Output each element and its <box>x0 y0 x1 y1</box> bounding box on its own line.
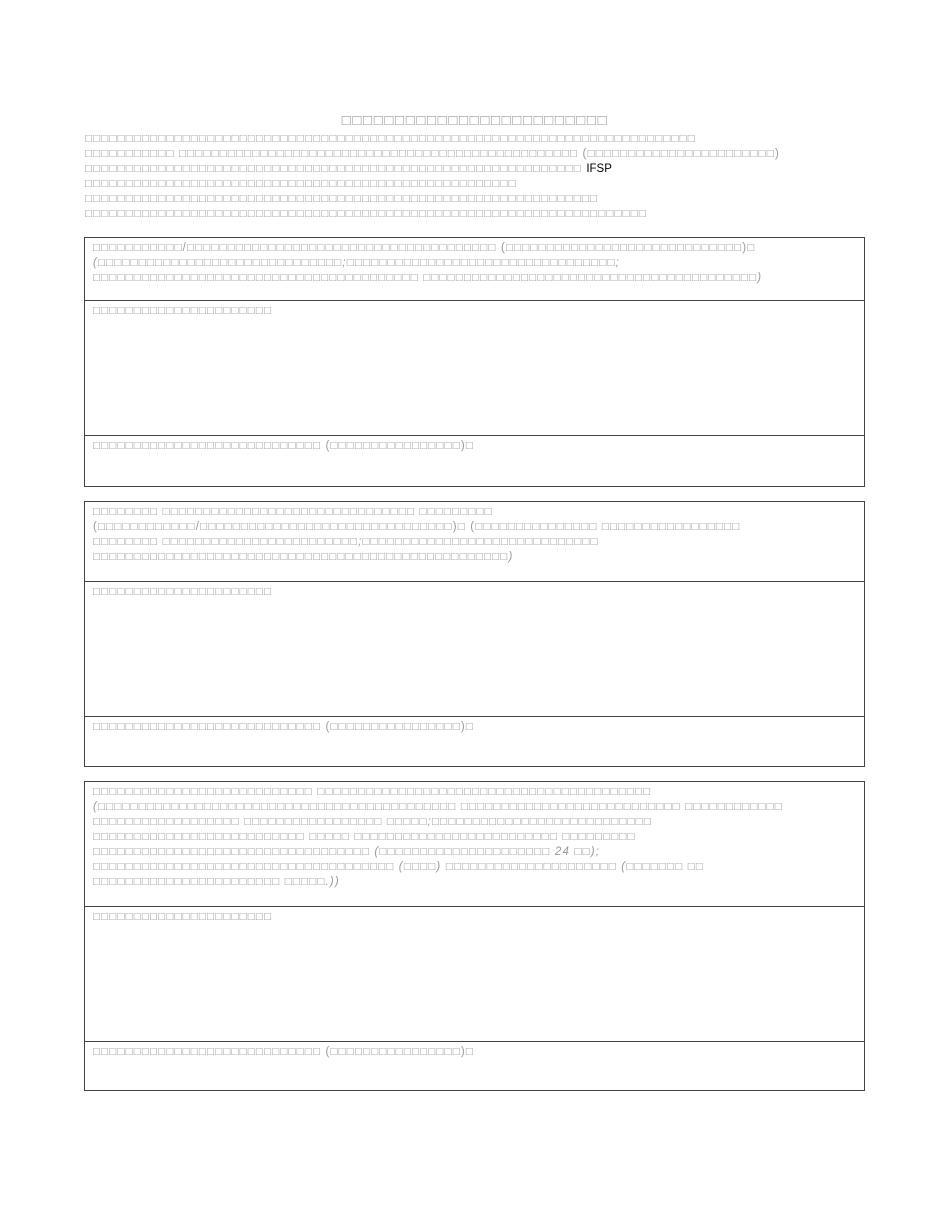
form-section-2 <box>84 501 865 767</box>
question-cell <box>85 502 864 582</box>
date-area[interactable] <box>85 436 864 486</box>
answer-label: □□□□□□□□□□□□□□□□□□□□□□ <box>93 586 273 598</box>
answer-area[interactable] <box>85 301 864 436</box>
question-line: (□□□□□□□□□□□□□□□□□□□□□□□□□□□□□□;□□□□□□□□□□□□□□□□□□□□□□□□□□□□□□□□□; <box>93 257 621 269</box>
answer-label: □□□□□□□□□□□□□□□□□□□□□□ <box>93 911 273 923</box>
intro-line-text: □□□□□□□□□□□□□□□□□□□□□□□□□□□□□□□□□□□□□□□□□□□□□□□□□□□□□□□□□□□□□ <box>85 163 582 175</box>
intro-line: □□□□□□□□□□□□□□□□□□□□□□□□□□□□□□□□□□□□□□□□□□□□□□□□□□□□□ <box>85 178 517 190</box>
question-line: □□□□□□□□□□□□□□□□□□□□□□□□□□□□□□□□□□□□□ (□□□□) □□□□□□□□□□□□□□□□□□□□□ (□□□□□□□ □□ <box>93 861 705 873</box>
answer-area[interactable] <box>85 907 864 1042</box>
question-line: □□□□□□□□□□□□□□□□□□□□□□□□□□□□□□□□□□ (□□□□□□□□□□□□□□□□□□□□□ 24 □□); <box>93 846 601 858</box>
date-label: □□□□□□□□□□□□□□□□□□□□□□□□□□□□ (□□□□□□□□□□□□□□□□)□ <box>93 721 475 733</box>
question-line: □□□□□□□□□□□□□□□□□□□□□□□ □□□□□.)) <box>93 876 340 888</box>
question-text <box>93 505 856 565</box>
question-line: □□□□□□□□□□□□□□□□□□□□□□□□□□□ □□□□□□□□□□□□□□□□□□□□□□□□□□□□□□□□□□□□□□□□□ <box>93 786 652 798</box>
date-label: □□□□□□□□□□□□□□□□□□□□□□□□□□□□ (□□□□□□□□□□□□□□□□)□ <box>93 1046 475 1058</box>
question-line: □□□□□□□□□□□□□□□□□□ □□□□□□□□□□□□□□□□□ □□□□□;□□□□□□□□□□□□□□□□□□□□□□□□□□□ <box>93 816 652 828</box>
question-line: □□□□□□□□□□□/□□□□□□□□□□□□□□□□□□□□□□□□□□□□□□□□□□□□□□ (□□□□□□□□□□□□□□□□□□□□□□□□□□□□□)□ <box>93 242 756 254</box>
intro-line: □□□□□□□□□□□□□□□□□□□□□□□□□□□□□□□□□□□□□□□□□□□□□□□□□□□□□□□□□□□□□□□□□□□□□ <box>85 208 648 220</box>
intro-line: □□□□□□□□□□□□□□□□□□□□□□□□□□□□□□□□□□□□□□□□□□□□□□□□□□□□□□□□□□□□□□□ <box>85 193 599 205</box>
question-line: □□□□□□□□□□□□□□□□□□□□□□□□□□□□□□□□□□□□□□□□□□□□□□□□□□□) <box>93 551 514 563</box>
question-line: □□□□□□□□□□□□□□□□□□□□□□□□□□□□□□□□□□□□□□□□ □□□□□□□□□□□□□□□□□□□□□□□□□□□□□□□□□□□□□□□□□) <box>93 272 763 284</box>
date-label: □□□□□□□□□□□□□□□□□□□□□□□□□□□□ (□□□□□□□□□□□□□□□□)□ <box>93 440 475 452</box>
ifsp-acronym: IFSP <box>586 163 612 175</box>
intro-text <box>85 132 875 222</box>
form-section-3 <box>84 781 865 1091</box>
question-line: □□□□□□□□ □□□□□□□□□□□□□□□□□□□□□□□□;□□□□□□□□□□□□□□□□□□□□□□□□□□□□□ <box>93 536 599 548</box>
question-text <box>93 241 856 286</box>
question-line: (□□□□□□□□□□□□□□□□□□□□□□□□□□□□□□□□□□□□□□□□□□□□ □□□□□□□□□□□□□□□□□□□□□□□□□□□ □□□□□□□□□□□□ <box>93 801 783 813</box>
intro-line <box>85 162 875 177</box>
intro-line: □□□□□□□□□□□ □□□□□□□□□□□□□□□□□□□□□□□□□□□□□□□□□□□□□□□□□□□□□□□□□ (□□□□□□□□□□□□□□□□□□□□□□□) <box>85 148 780 160</box>
question-text <box>93 785 856 890</box>
date-area[interactable] <box>85 1042 864 1090</box>
intro-line: □□□□□□□□□□□□□□□□□□□□□□□□□□□□□□□□□□□□□□□□□□□□□□□□□□□□□□□□□□□□□□□□□□□□□□□□□□□ <box>85 133 696 145</box>
question-line: (□□□□□□□□□□□□/□□□□□□□□□□□□□□□□□□□□□□□□□□□□□□□)□ (□□□□□□□□□□□□□□□ □□□□□□□□□□□□□□□□□ <box>93 521 741 533</box>
answer-area[interactable] <box>85 582 864 717</box>
question-line: □□□□□□□□□□□□□□□□□□□□□□□□□□ □□□□□ □□□□□□□□□□□□□□□□□□□□□□□□□ □□□□□□□□□ <box>93 831 636 843</box>
question-cell <box>85 782 864 907</box>
date-area[interactable] <box>85 717 864 766</box>
answer-label: □□□□□□□□□□□□□□□□□□□□□□ <box>93 305 273 317</box>
question-line: □□□□□□□□ □□□□□□□□□□□□□□□□□□□□□□□□□□□□□□□ □□□□□□□□□ <box>93 506 493 518</box>
page-title: □□□□□□□□□□□□□□□□□□□□□□□□□ <box>341 112 609 129</box>
form-section-1 <box>84 237 865 487</box>
question-cell <box>85 238 864 301</box>
